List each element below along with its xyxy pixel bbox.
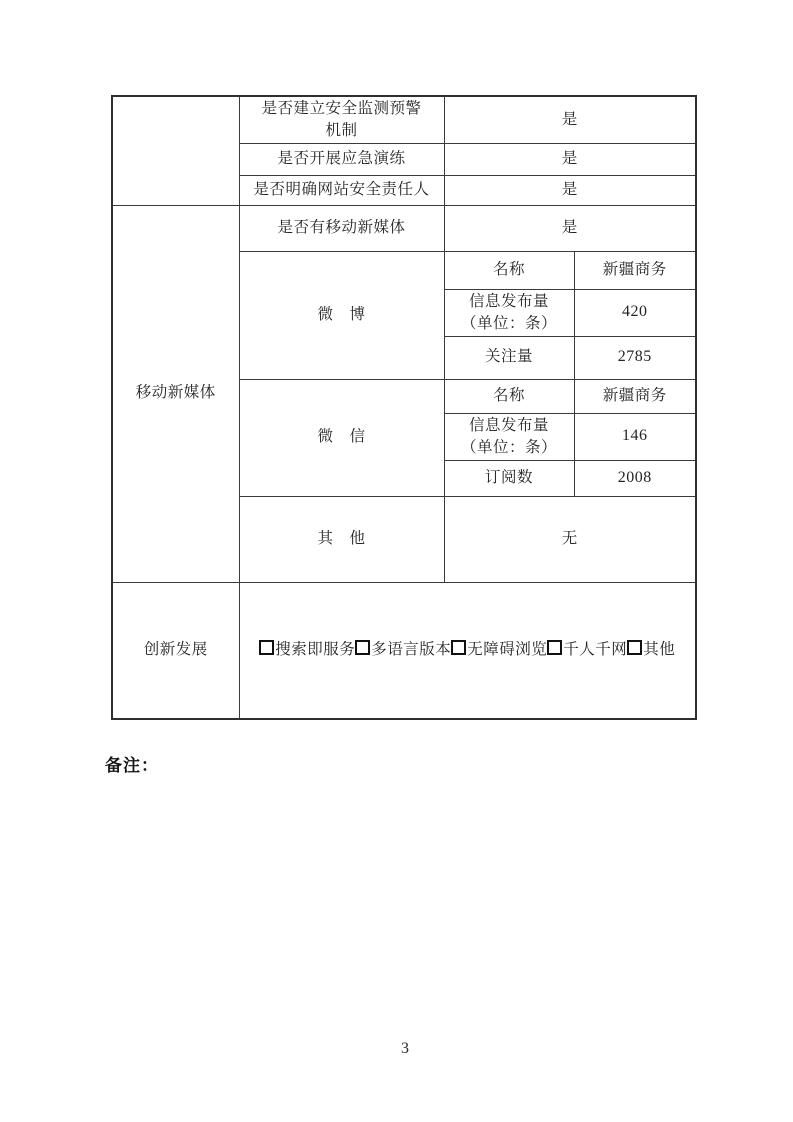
checkbox-icon [547, 640, 562, 655]
checkbox-icon [627, 640, 642, 655]
field-label-line: 信息发布量 [468, 416, 549, 434]
checkbox-option-accessibility [451, 640, 547, 660]
question-cell-security-person: 是否明确网站安全责任人 [239, 175, 444, 205]
answer-cell-monitor-warning: 是 [444, 96, 696, 143]
field-label-wechat-name: 名称 [444, 379, 574, 413]
field-value-wechat-name: 新疆商务 [574, 379, 696, 413]
checkbox-option-search-service [259, 640, 355, 660]
checkbox-icon [355, 640, 370, 655]
checkbox-option-label: 其他 [643, 641, 676, 659]
answer-cell-emergency-drill: 是 [444, 143, 696, 175]
answer-cell-security-person: 是 [444, 175, 696, 205]
platform-cell-wechat: 微 信 [239, 379, 444, 496]
field-label-line: （单位：条） [460, 314, 557, 332]
field-value-weibo-posts: 420 [574, 289, 696, 336]
question-cell-emergency-drill: 是否开展应急演练 [239, 143, 444, 175]
checkbox-icon [259, 640, 274, 655]
checkbox-option-multilingual [355, 640, 451, 660]
checkbox-option-label: 搜索即服务 [275, 641, 356, 659]
field-value-other: 无 [444, 496, 696, 582]
field-label-wechat-subscribers: 订阅数 [444, 460, 574, 496]
question-cell-has-mobile-media: 是否有移动新媒体 [239, 205, 444, 251]
field-value-weibo-followers: 2785 [574, 336, 696, 379]
checkbox-option-label: 多语言版本 [371, 641, 452, 659]
field-value-wechat-posts: 146 [574, 413, 696, 460]
field-value-weibo-name: 新疆商务 [574, 251, 696, 289]
question-label-line: 机制 [325, 121, 358, 139]
section-header-innovation: 创新发展 [112, 582, 239, 719]
innovation-options-cell [239, 582, 696, 719]
platform-cell-weibo: 微 博 [239, 251, 444, 379]
checkbox-option-other [627, 640, 675, 660]
field-value-wechat-subscribers: 2008 [574, 460, 696, 496]
field-label-line: （单位：条） [460, 438, 557, 456]
field-label-weibo-name: 名称 [444, 251, 574, 289]
checkbox-option-personalized [547, 640, 627, 660]
answer-cell-has-mobile-media: 是 [444, 205, 696, 251]
page-number: 3 [401, 1040, 409, 1057]
annual-report-table [111, 95, 697, 720]
checkbox-option-label: 千人千网 [563, 641, 628, 659]
checkbox-option-label: 无障碍浏览 [467, 641, 548, 659]
platform-cell-other: 其 他 [239, 496, 444, 582]
field-label-line: 信息发布量 [468, 292, 549, 310]
section-header-mobile-media: 移动新媒体 [112, 205, 239, 582]
question-label-line: 是否建立安全监测预警 [261, 99, 422, 117]
checkbox-icon [451, 640, 466, 655]
field-label-wechat-posts [444, 413, 574, 460]
question-cell-monitor-warning [239, 96, 444, 143]
section-header-cell-empty [112, 96, 239, 205]
remarks-label: 备注： [105, 756, 159, 775]
field-label-weibo-posts [444, 289, 574, 336]
field-label-weibo-followers: 关注量 [444, 336, 574, 379]
